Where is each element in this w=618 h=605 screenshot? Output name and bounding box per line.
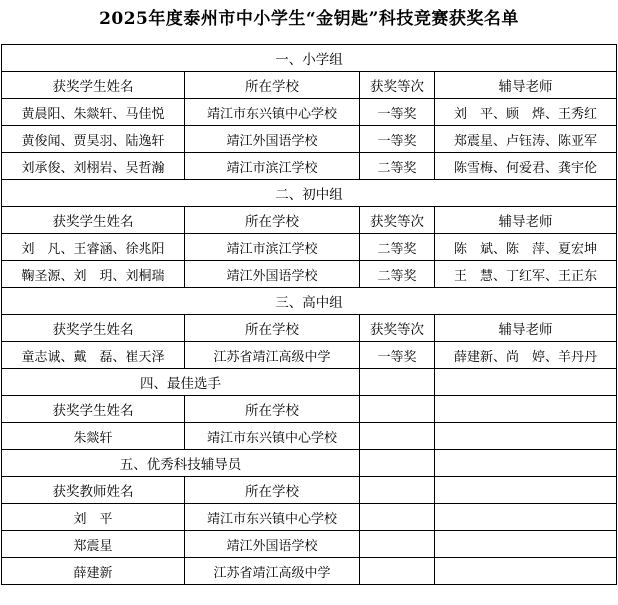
teachers-cell: 薛建新、尚 婷、羊丹丹: [435, 342, 617, 369]
header-school: 所在学校: [185, 207, 360, 234]
header-school: 所在学校: [185, 315, 360, 342]
empty-cell: [435, 396, 617, 423]
header-teacher-name: 获奖教师姓名: [2, 477, 185, 504]
table-row: [2, 423, 617, 450]
section-title-senior: 三、高中组: [2, 288, 617, 315]
empty-cell: [360, 450, 435, 477]
award-cell: 二等奖: [360, 234, 435, 261]
header-school: 所在学校: [185, 477, 360, 504]
section-row-best-player: [2, 369, 617, 396]
teacher-name-cell: 刘 平: [2, 504, 185, 531]
document-title: 2025年度泰州市中小学生“金钥匙”科技竞赛获奖名单: [99, 9, 519, 29]
header-award: 获奖等次: [360, 315, 435, 342]
header-teachers: 辅导老师: [435, 72, 617, 99]
teachers-cell: 陈雪梅、何爱君、龚宇伦: [435, 153, 617, 180]
header-school: 所在学校: [185, 396, 360, 423]
table-row: [2, 99, 617, 126]
empty-cell: [435, 450, 617, 477]
school-cell: 靖江市滨江学校: [185, 153, 360, 180]
section-row-best-tutor: [2, 450, 617, 477]
teacher-name-cell: 薛建新: [2, 558, 185, 585]
school-cell: 江苏省靖江高级中学: [185, 558, 360, 585]
table-row: [2, 342, 617, 369]
table-row: [2, 126, 617, 153]
empty-cell: [435, 531, 617, 558]
students-cell: 刘 凡、王睿涵、徐兆阳: [2, 234, 185, 261]
award-cell: 一等奖: [360, 342, 435, 369]
students-cell: 黄俊闻、贾昊羽、陆逸轩: [2, 126, 185, 153]
school-cell: 靖江市东兴镇中心学校: [185, 423, 360, 450]
header-students: 获奖学生姓名: [2, 72, 185, 99]
teachers-cell: 刘 平、顾 烨、王秀红: [435, 99, 617, 126]
award-cell: 二等奖: [360, 153, 435, 180]
table-row: [2, 153, 617, 180]
header-row-junior: [2, 207, 617, 234]
award-cell: 一等奖: [360, 99, 435, 126]
students-cell: 黄晨阳、朱燚轩、马佳悦: [2, 99, 185, 126]
header-award: 获奖等次: [360, 72, 435, 99]
empty-cell: [360, 504, 435, 531]
header-row-best-player: [2, 396, 617, 423]
students-cell: 刘承俊、刘栩岩、吴哲瀚: [2, 153, 185, 180]
school-cell: 靖江市滨江学校: [185, 234, 360, 261]
empty-cell: [435, 423, 617, 450]
header-students: 获奖学生姓名: [2, 207, 185, 234]
school-cell: 江苏省靖江高级中学: [185, 342, 360, 369]
teacher-name-cell: 郑震星: [2, 531, 185, 558]
students-cell: 童志诚、戴 磊、崔天泽: [2, 342, 185, 369]
award-cell: 二等奖: [360, 261, 435, 288]
empty-cell: [360, 531, 435, 558]
empty-cell: [360, 369, 435, 396]
school-cell: 靖江外国语学校: [185, 261, 360, 288]
award-cell: 一等奖: [360, 126, 435, 153]
empty-cell: [360, 558, 435, 585]
empty-cell: [360, 477, 435, 504]
table-row: [2, 531, 617, 558]
teachers-cell: 王 慧、丁红军、王正东: [435, 261, 617, 288]
empty-cell: [435, 369, 617, 396]
header-students: 获奖学生姓名: [2, 396, 185, 423]
empty-cell: [435, 504, 617, 531]
students-cell: 鞠圣源、刘 玥、刘桐瑞: [2, 261, 185, 288]
table-row: [2, 504, 617, 531]
teachers-cell: 郑震星、卢钰涛、陈亚军: [435, 126, 617, 153]
section-title-best-tutor: 五、优秀科技辅导员: [2, 450, 360, 477]
header-row-primary: [2, 72, 617, 99]
teachers-cell: 陈 斌、陈 萍、夏宏坤: [435, 234, 617, 261]
school-cell: 靖江外国语学校: [185, 531, 360, 558]
section-row-primary: [2, 45, 617, 72]
section-title-best-player: 四、最佳选手: [2, 369, 360, 396]
section-title-junior: 二、初中组: [2, 180, 617, 207]
school-cell: 靖江市东兴镇中心学校: [185, 504, 360, 531]
empty-cell: [435, 477, 617, 504]
empty-cell: [360, 396, 435, 423]
header-row-best-tutor: [2, 477, 617, 504]
header-school: 所在学校: [185, 72, 360, 99]
header-students: 获奖学生姓名: [2, 315, 185, 342]
table-row: [2, 261, 617, 288]
table-row: [2, 558, 617, 585]
school-cell: 靖江外国语学校: [185, 126, 360, 153]
student-name-cell: 朱燚轩: [2, 423, 185, 450]
header-row-senior: [2, 315, 617, 342]
award-table: [1, 44, 617, 585]
section-row-junior: [2, 180, 617, 207]
school-cell: 靖江市东兴镇中心学校: [185, 99, 360, 126]
table-row: [2, 234, 617, 261]
header-award: 获奖等次: [360, 207, 435, 234]
header-teachers: 辅导老师: [435, 315, 617, 342]
header-teachers: 辅导老师: [435, 207, 617, 234]
empty-cell: [360, 423, 435, 450]
empty-cell: [435, 558, 617, 585]
section-title-primary: 一、小学组: [2, 45, 617, 72]
section-row-senior: [2, 288, 617, 315]
